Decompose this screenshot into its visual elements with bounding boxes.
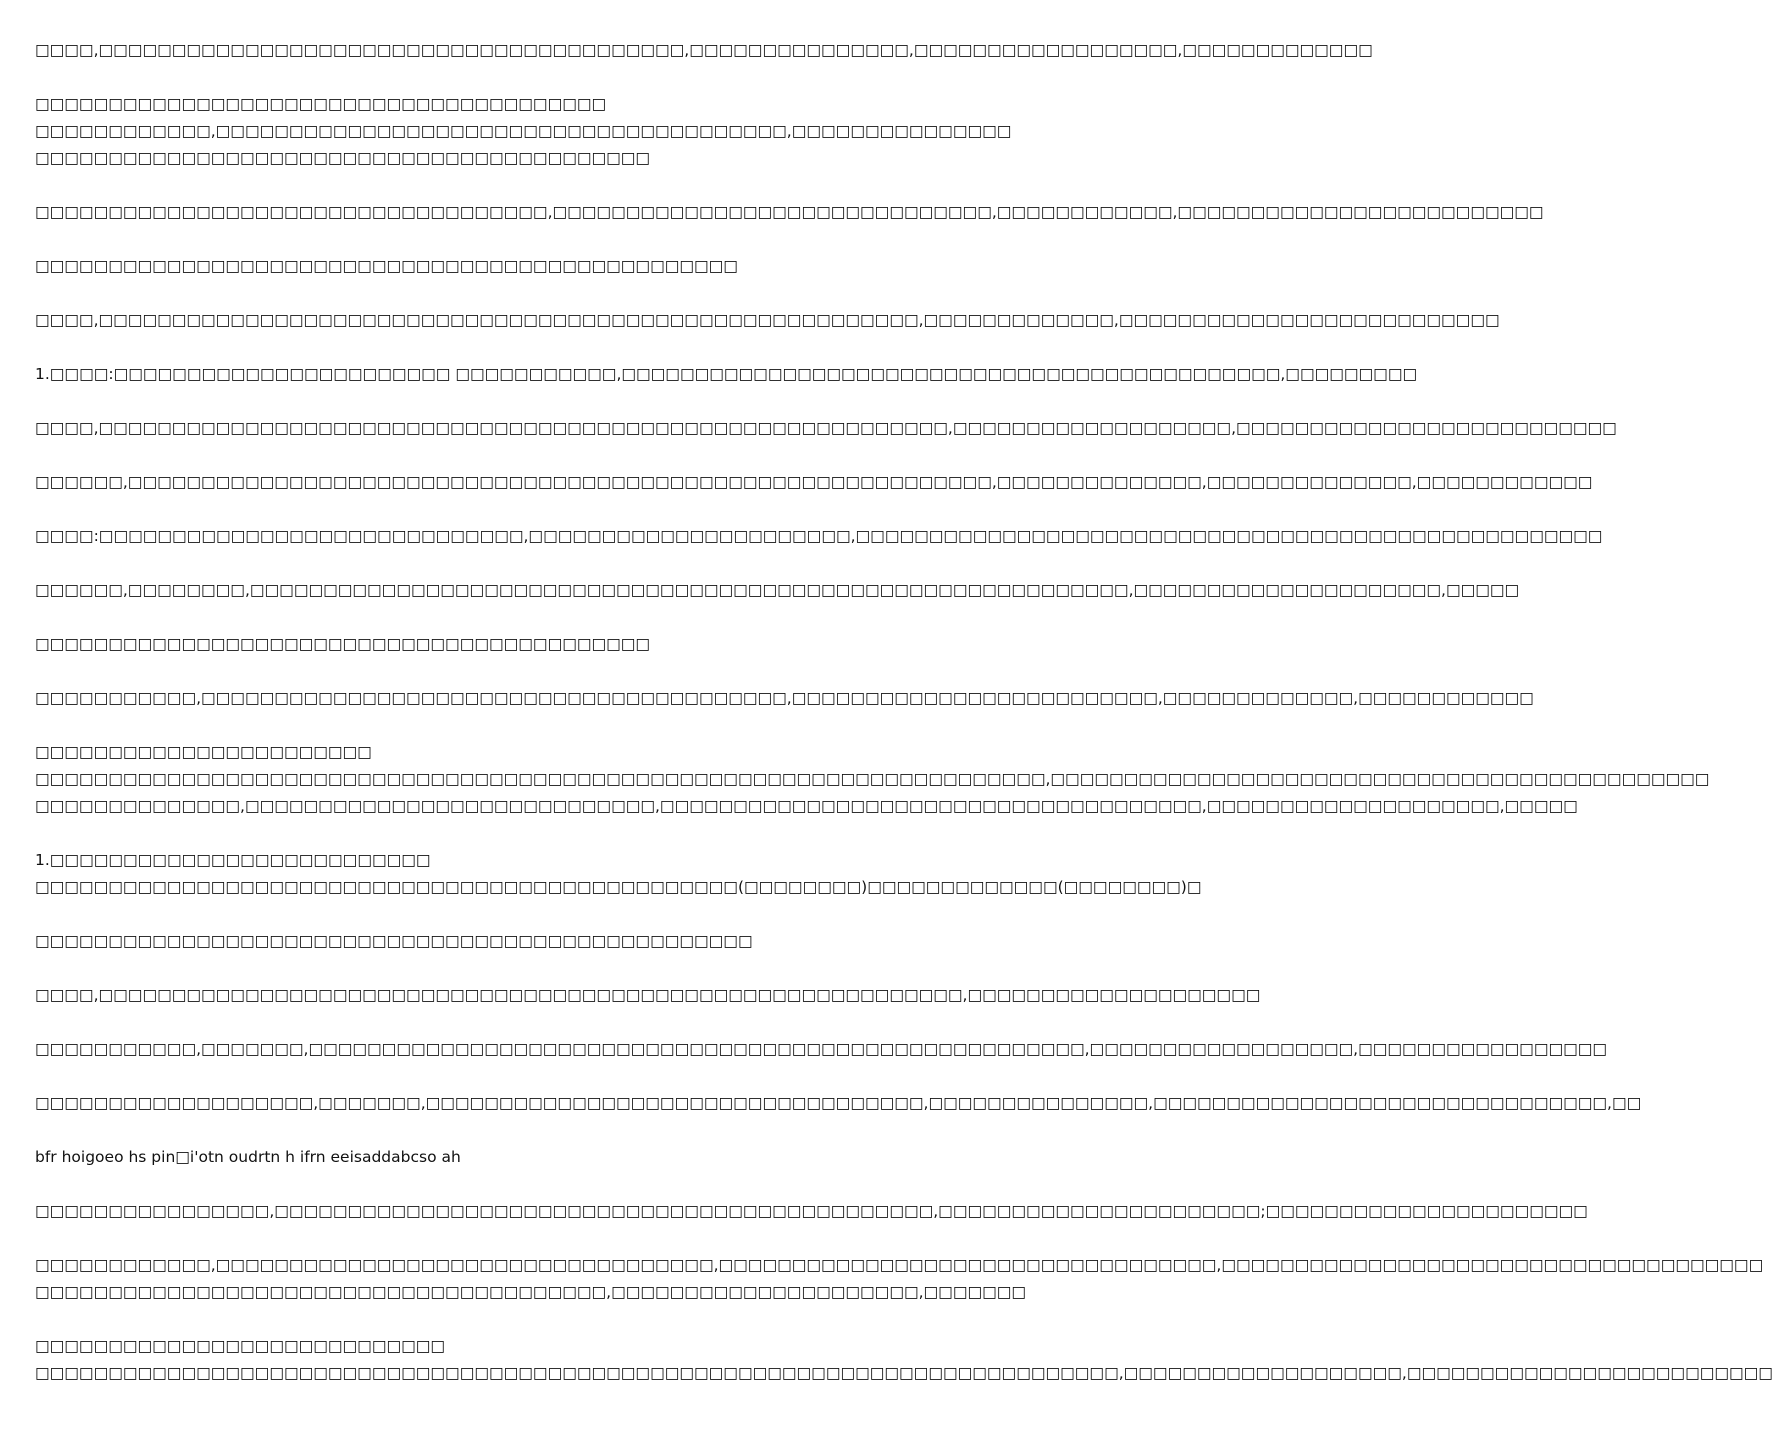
- text-line: □□□□□□□□□□□□□□□□□□□□□□□□□□□□□□□□□□□□□□□□□□□□□□□□□□□□□□□□□□□□□□□□□□□□□□□□□□,□□□□□□□□□□□□□□□□□□□,□□□□□□□□□□□□□□□□□□□□□□□□□: [35, 1364, 1773, 1382]
- text-line: 1.□□□□:□□□□□□□□□□□□□□□□□□□□□□□ □□□□□□□□□□□,□□□□□□□□□□□□□□□□□□□□□□□□□□□□□□□□□□□□□□□□□□□□□,□□□□□□□□□: [35, 365, 1418, 383]
- text-line: □□□□□□□□□□□□□□,□□□□□□□□□□□□□□□□□□□□□□□□□□□□,□□□□□□□□□□□□□□□□□□□□□□□□□□□□□□□□□□□□□,□□□□□□□□□□□□□□□□□□□□,□□□□□: [35, 797, 1578, 815]
- paragraph: [35, 982, 1261, 1009]
- text-line: bfr hoigoeo hs pin□i'otn oudrtn h ifrn eeisaddabcso ah: [35, 1148, 461, 1166]
- text-line: □□□□,□□□□□□□□□□□□□□□□□□□□□□□□□□□□□□□□□□□□□□□□□□□□□□□□□□□□□□□□□□,□□□□□□□□□□□□□□□□□□□,□□□□□□□□□□□□□□□□□□□□□□□□□□: [35, 419, 1617, 437]
- text-line: □□□□□□□□□□□□□□□□□□□□□□□□□□□□□□□□□□□,□□□□□□□□□□□□□□□□□□□□□□□□□□□□□□,□□□□□□□□□□□□,□□□□□□□□□□□□□□□□□□□□□□□□□: [35, 203, 1544, 221]
- document-body: [35, 37, 1773, 1414]
- text-line: □□□□□□□□□□□□□□□□□□□□□□□: [35, 743, 372, 761]
- text-line: 1.□□□□□□□□□□□□□□□□□□□□□□□□□□: [35, 851, 431, 869]
- paragraph: [35, 1333, 1773, 1387]
- paragraph: [35, 361, 1418, 388]
- paragraph: [35, 739, 1710, 820]
- paragraph: [35, 91, 1012, 172]
- text-line: □□□□,□□□□□□□□□□□□□□□□□□□□□□□□□□□□□□□□□□□□□□□□□□□□□□□□□□□□□□□□,□□□□□□□□□□□□□,□□□□□□□□□□□□□□□□□□□□□□□□□□: [35, 311, 1500, 329]
- text-line: □□□□□□□□□□□□□□□□□□□□□□□□□□□□□□□□□□□□□□□□□□□□□□□□(□□□□□□□□)□□□□□□□□□□□□□(□□□□□□□□)□: [35, 878, 1202, 896]
- text-line: □□□□:□□□□□□□□□□□□□□□□□□□□□□□□□□□□□,□□□□□□□□□□□□□□□□□□□□□□,□□□□□□□□□□□□□□□□□□□□□□□□□□□□□□□□□□□□□□□□□□□□□□□□□□□: [35, 527, 1603, 545]
- text-line: □□□□□□□□□□□□□□□□□□□,□□□□□□□,□□□□□□□□□□□□□□□□□□□□□□□□□□□□□□□□□□,□□□□□□□□□□□□□□□,□□□□□□□□□□□□□□□□□□□□□□□□□□□□□□□,□□: [35, 1094, 1642, 1112]
- paragraph: [35, 1252, 1764, 1306]
- paragraph: [35, 469, 1593, 496]
- text-line: □□□□,□□□□□□□□□□□□□□□□□□□□□□□□□□□□□□□□□□□□□□□□,□□□□□□□□□□□□□□□,□□□□□□□□□□□□□□□□□□,□□□□□□□□□□□□□: [35, 41, 1373, 59]
- text-line: □□□□□□□□□□□□□□□□□□□□□□□□□□□□□□□□□□□□□□□,□□□□□□□□□□□□□□□□□□□□□,□□□□□□□: [35, 1283, 1027, 1301]
- text-line: □□□□□□□□□□□□,□□□□□□□□□□□□□□□□□□□□□□□□□□□□□□□□□□□□□□□,□□□□□□□□□□□□□□□: [35, 122, 1012, 140]
- paragraph: [35, 928, 990, 955]
- paragraph: [35, 685, 1534, 712]
- paragraph: [35, 37, 1373, 64]
- paragraph: [35, 307, 1500, 334]
- paragraph: [35, 1144, 990, 1171]
- paragraph: [35, 415, 1617, 442]
- text-line: □□□□□□,□□□□□□□□,□□□□□□□□□□□□□□□□□□□□□□□□□□□□□□□□□□□□□□□□□□□□□□□□□□□□□□□□□□□□,□□□□□□□□□□□□□□□□□□□□□,□□□□□: [35, 581, 1520, 599]
- text-line: □□□□□□□□□□□□□□□□□□□□□□□□□□□□□□□□□□□□□□□□□□: [35, 149, 651, 167]
- text-line: □□□□□□□□□□□□□□□□□□□□□□□□□□□□□□□□□□□□□□□□□□□□□□□□: [35, 257, 738, 275]
- text-line: □□□□□□□□□□□□,□□□□□□□□□□□□□□□□□□□□□□□□□□□□□□□□□□,□□□□□□□□□□□□□□□□□□□□□□□□□□□□□□□□□□,□□□□□□□□□□□□□□□□□□□□□□□□□□□□□□□□□□□□□: [35, 1256, 1764, 1274]
- text-line: □□□□□□□□□□□□□□□□□□□□□□□□□□□□□□□□□□□□□□□□□□: [35, 635, 651, 653]
- paragraph: [35, 1090, 1642, 1117]
- paragraph: [35, 847, 1202, 901]
- paragraph: [35, 577, 1520, 604]
- text-line: □□□□,□□□□□□□□□□□□□□□□□□□□□□□□□□□□□□□□□□□□□□□□□□□□□□□□□□□□□□□□□□□,□□□□□□□□□□□□□□□□□□□□: [35, 986, 1261, 1004]
- paragraph: [35, 1198, 1588, 1225]
- paragraph: [35, 631, 990, 658]
- text-line: □□□□□□□□□□□,□□□□□□□,□□□□□□□□□□□□□□□□□□□□□□□□□□□□□□□□□□□□□□□□□□□□□□□□□□□□□,□□□□□□□□□□□□□□□□□□,□□□□□□□□□□□□□□□□□: [35, 1040, 1608, 1058]
- paragraph: [35, 523, 1603, 550]
- text-line: □□□□□□□□□□□□□□□□□□□□□□□□□□□□□□□□□□□□□□□: [35, 95, 607, 113]
- text-line: □□□□□□□□□□□□□□□□□□□□□□□□□□□□□□□□□□□□□□□□□□□□□□□□□: [35, 932, 753, 950]
- text-line: □□□□□□□□□□□,□□□□□□□□□□□□□□□□□□□□□□□□□□□□□□□□□□□□□□□□,□□□□□□□□□□□□□□□□□□□□□□□□□,□□□□□□□□□□□□□,□□□□□□□□□□□□: [35, 689, 1534, 707]
- paragraph: [35, 199, 1544, 226]
- paragraph: [35, 1036, 1608, 1063]
- text-line: □□□□□□□□□□□□□□□□,□□□□□□□□□□□□□□□□□□□□□□□□□□□□□□□□□□□□□□□□□□□□□,□□□□□□□□□□□□□□□□□□□□□□;□□□□□□□□□□□□□□□□□□□□□□: [35, 1202, 1588, 1220]
- paragraph: [35, 253, 990, 280]
- text-line: □□□□□□□□□□□□□□□□□□□□□□□□□□□□: [35, 1337, 446, 1355]
- text-line: □□□□□□,□□□□□□□□□□□□□□□□□□□□□□□□□□□□□□□□□□□□□□□□□□□□□□□□□□□□□□□□□□□,□□□□□□□□□□□□□□,□□□□□□□□□□□□□□,□□□□□□□□□□□□: [35, 473, 1593, 491]
- text-line: □□□□□□□□□□□□□□□□□□□□□□□□□□□□□□□□□□□□□□□□□□□□□□□□□□□□□□□□□□□□□□□□□□□□□,□□□□□□□□□□□□□□□□□□□□□□□□□□□□□□□□□□□□□□□□□□□□□: [35, 770, 1710, 788]
